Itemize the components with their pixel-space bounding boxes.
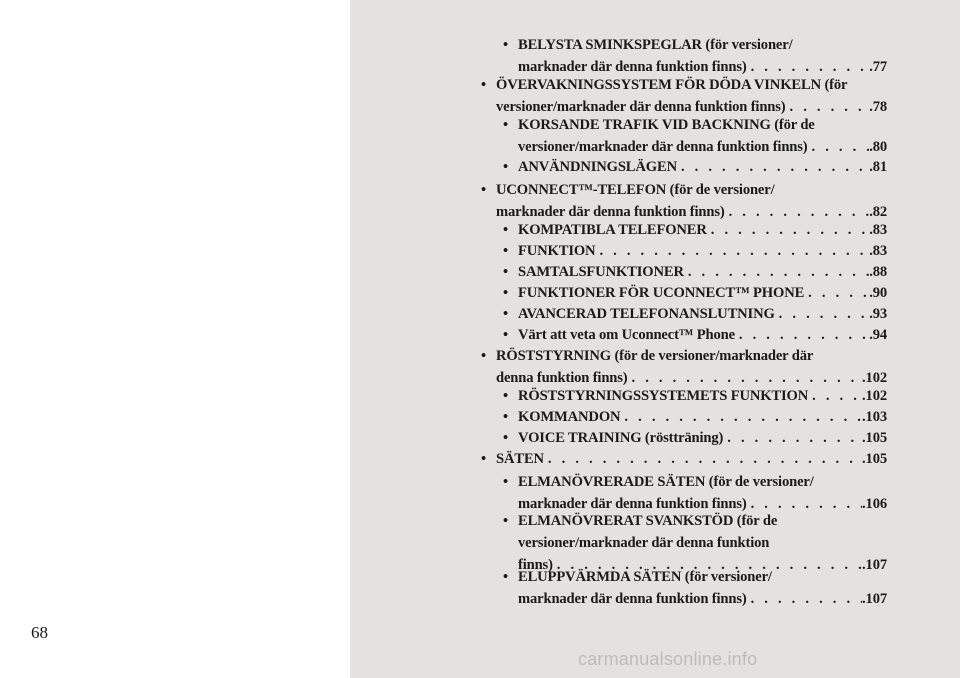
bullet: • <box>503 37 508 53</box>
bullet: • <box>503 306 508 322</box>
toc-entry-text: ELMANÖVRERADE SÄTEN (för de versioner/ <box>518 474 814 490</box>
toc-entry-text: SAMTALSFUNKTIONER <box>518 264 684 280</box>
bullet: • <box>503 513 508 529</box>
toc-entry[interactable] <box>503 156 887 178</box>
toc-page-number: .105 <box>862 430 887 446</box>
toc-entry[interactable] <box>503 385 887 407</box>
toc-entry-text: denna funktion finns) <box>496 370 628 386</box>
toc-entry-text: marknader där denna funktion finns) <box>518 496 747 512</box>
toc-entry[interactable] <box>481 74 887 118</box>
toc-entry-text: ELMANÖVRERAT SVANKSTÖD (för de <box>518 513 778 529</box>
toc-entry[interactable] <box>481 179 887 223</box>
dot-leader <box>677 156 869 178</box>
toc-entry[interactable] <box>503 114 887 158</box>
dot-leader <box>707 219 869 241</box>
dot-leader <box>544 448 862 470</box>
toc-entry[interactable] <box>481 448 887 470</box>
toc-entry[interactable] <box>503 219 887 241</box>
bullet: • <box>503 159 508 175</box>
dot-leader <box>723 427 862 449</box>
toc-entry-text: KOMMANDON <box>518 409 621 425</box>
toc-entry-text: ELUPPVÄRMDA SÄTEN (för versioner/ <box>518 569 772 585</box>
bullet: • <box>503 222 508 238</box>
toc-entry[interactable] <box>503 566 887 610</box>
toc-entry[interactable] <box>503 427 887 449</box>
dot-leader <box>620 406 862 428</box>
bullet: • <box>503 430 508 446</box>
toc-page-number: .107 <box>862 557 887 573</box>
toc-page-number: .106 <box>862 496 887 512</box>
toc-page-number: .102 <box>862 388 887 404</box>
toc-entry[interactable] <box>503 34 887 78</box>
dot-leader <box>735 324 869 346</box>
bullet: • <box>503 569 508 585</box>
dot-leader <box>684 261 869 283</box>
toc-entry-text: versioner/marknader där denna funktion finns) <box>518 139 808 155</box>
toc-page-number: .107 <box>862 591 887 607</box>
toc-page-number: .103 <box>862 409 887 425</box>
toc-entry[interactable] <box>503 324 887 346</box>
toc-entry-text: finns) <box>518 557 553 573</box>
toc-entry-text: BELYSTA SMINKSPEGLAR (för versioner/ <box>518 37 793 53</box>
toc-entry-text: marknader där denna funktion finns) <box>518 59 747 75</box>
toc-entry-text: Värt att veta om Uconnect™ Phone <box>518 327 735 343</box>
toc-entry[interactable] <box>503 406 887 428</box>
toc-page-number: .105 <box>862 451 887 467</box>
toc-entry-text: versioner/marknader där denna funktion finns) <box>496 99 786 115</box>
toc-page-number: .90 <box>869 285 887 301</box>
toc-page-number: .83 <box>869 243 887 259</box>
toc-entry-text: SÄTEN <box>496 451 544 467</box>
toc-entry[interactable] <box>503 282 887 304</box>
bullet: • <box>503 409 508 425</box>
toc-entry-text: VOICE TRAINING (röstträning) <box>518 430 724 446</box>
toc-entry-text: RÖSTSTYRNING (för de versioner/marknader där <box>496 348 814 364</box>
toc-page-number: .77 <box>869 59 887 75</box>
toc-page-number: .81 <box>869 159 887 175</box>
bullet: • <box>503 285 508 301</box>
toc-entry-text: marknader där denna funktion finns) <box>496 204 725 220</box>
toc-entry-text: AVANCERAD TELEFONANSLUTNING <box>518 306 775 322</box>
toc-entry-text: KOMPATIBLA TELEFONER <box>518 222 707 238</box>
toc-entry[interactable] <box>503 261 887 283</box>
toc-entry[interactable] <box>481 345 887 389</box>
bullet: • <box>481 348 486 364</box>
toc-entry-text: marknader där denna funktion finns) <box>518 591 747 607</box>
toc-page-number: .83 <box>869 222 887 238</box>
toc-entry-text: FUNKTION <box>518 243 596 259</box>
toc-entry-text: ANVÄNDNINGSLÄGEN <box>518 159 677 175</box>
toc-page-number: .102 <box>862 370 887 386</box>
watermark: carmanualsonline.info <box>578 649 758 669</box>
bullet: • <box>503 117 508 133</box>
bullet: • <box>481 451 486 467</box>
dot-leader <box>808 136 870 158</box>
toc-entry-text: FUNKTIONER FÖR UCONNECT™ PHONE <box>518 285 805 301</box>
toc-entry-text: KORSANDE TRAFIK VID BACKNING (för de <box>518 117 815 133</box>
toc-page-number: .88 <box>869 264 887 280</box>
bullet: • <box>503 327 508 343</box>
toc-entry-text: ÖVERVAKNINGSSYSTEM FÖR DÖDA VINKELN (för <box>496 77 848 93</box>
bullet: • <box>503 474 508 490</box>
page-number: 68 <box>31 623 48 642</box>
bullet: • <box>481 77 486 93</box>
toc-page-number: .80 <box>869 139 887 155</box>
dot-leader <box>747 588 862 610</box>
bullet: • <box>481 182 486 198</box>
dot-leader <box>808 385 862 407</box>
bullet: • <box>503 243 508 259</box>
toc-entry[interactable] <box>503 303 887 325</box>
dot-leader <box>775 303 870 325</box>
toc-page-number: .78 <box>869 99 887 115</box>
toc-entry[interactable] <box>503 471 887 515</box>
toc-entry-text: RÖSTSTYRNINGSSYSTEMETS FUNKTION <box>518 388 809 404</box>
bullet: • <box>503 264 508 280</box>
toc-page-number: .82 <box>869 204 887 220</box>
dot-leader <box>595 240 869 262</box>
toc-page-number: .93 <box>869 306 887 322</box>
toc-entry-text: UCONNECT™-TELEFON (för de versioner/ <box>496 182 775 198</box>
bullet: • <box>503 388 508 404</box>
toc-entry-text: versioner/marknader där denna funktion <box>518 535 770 551</box>
dot-leader <box>804 282 869 304</box>
toc-entry[interactable] <box>503 240 887 262</box>
toc-page-number: .94 <box>869 327 887 343</box>
